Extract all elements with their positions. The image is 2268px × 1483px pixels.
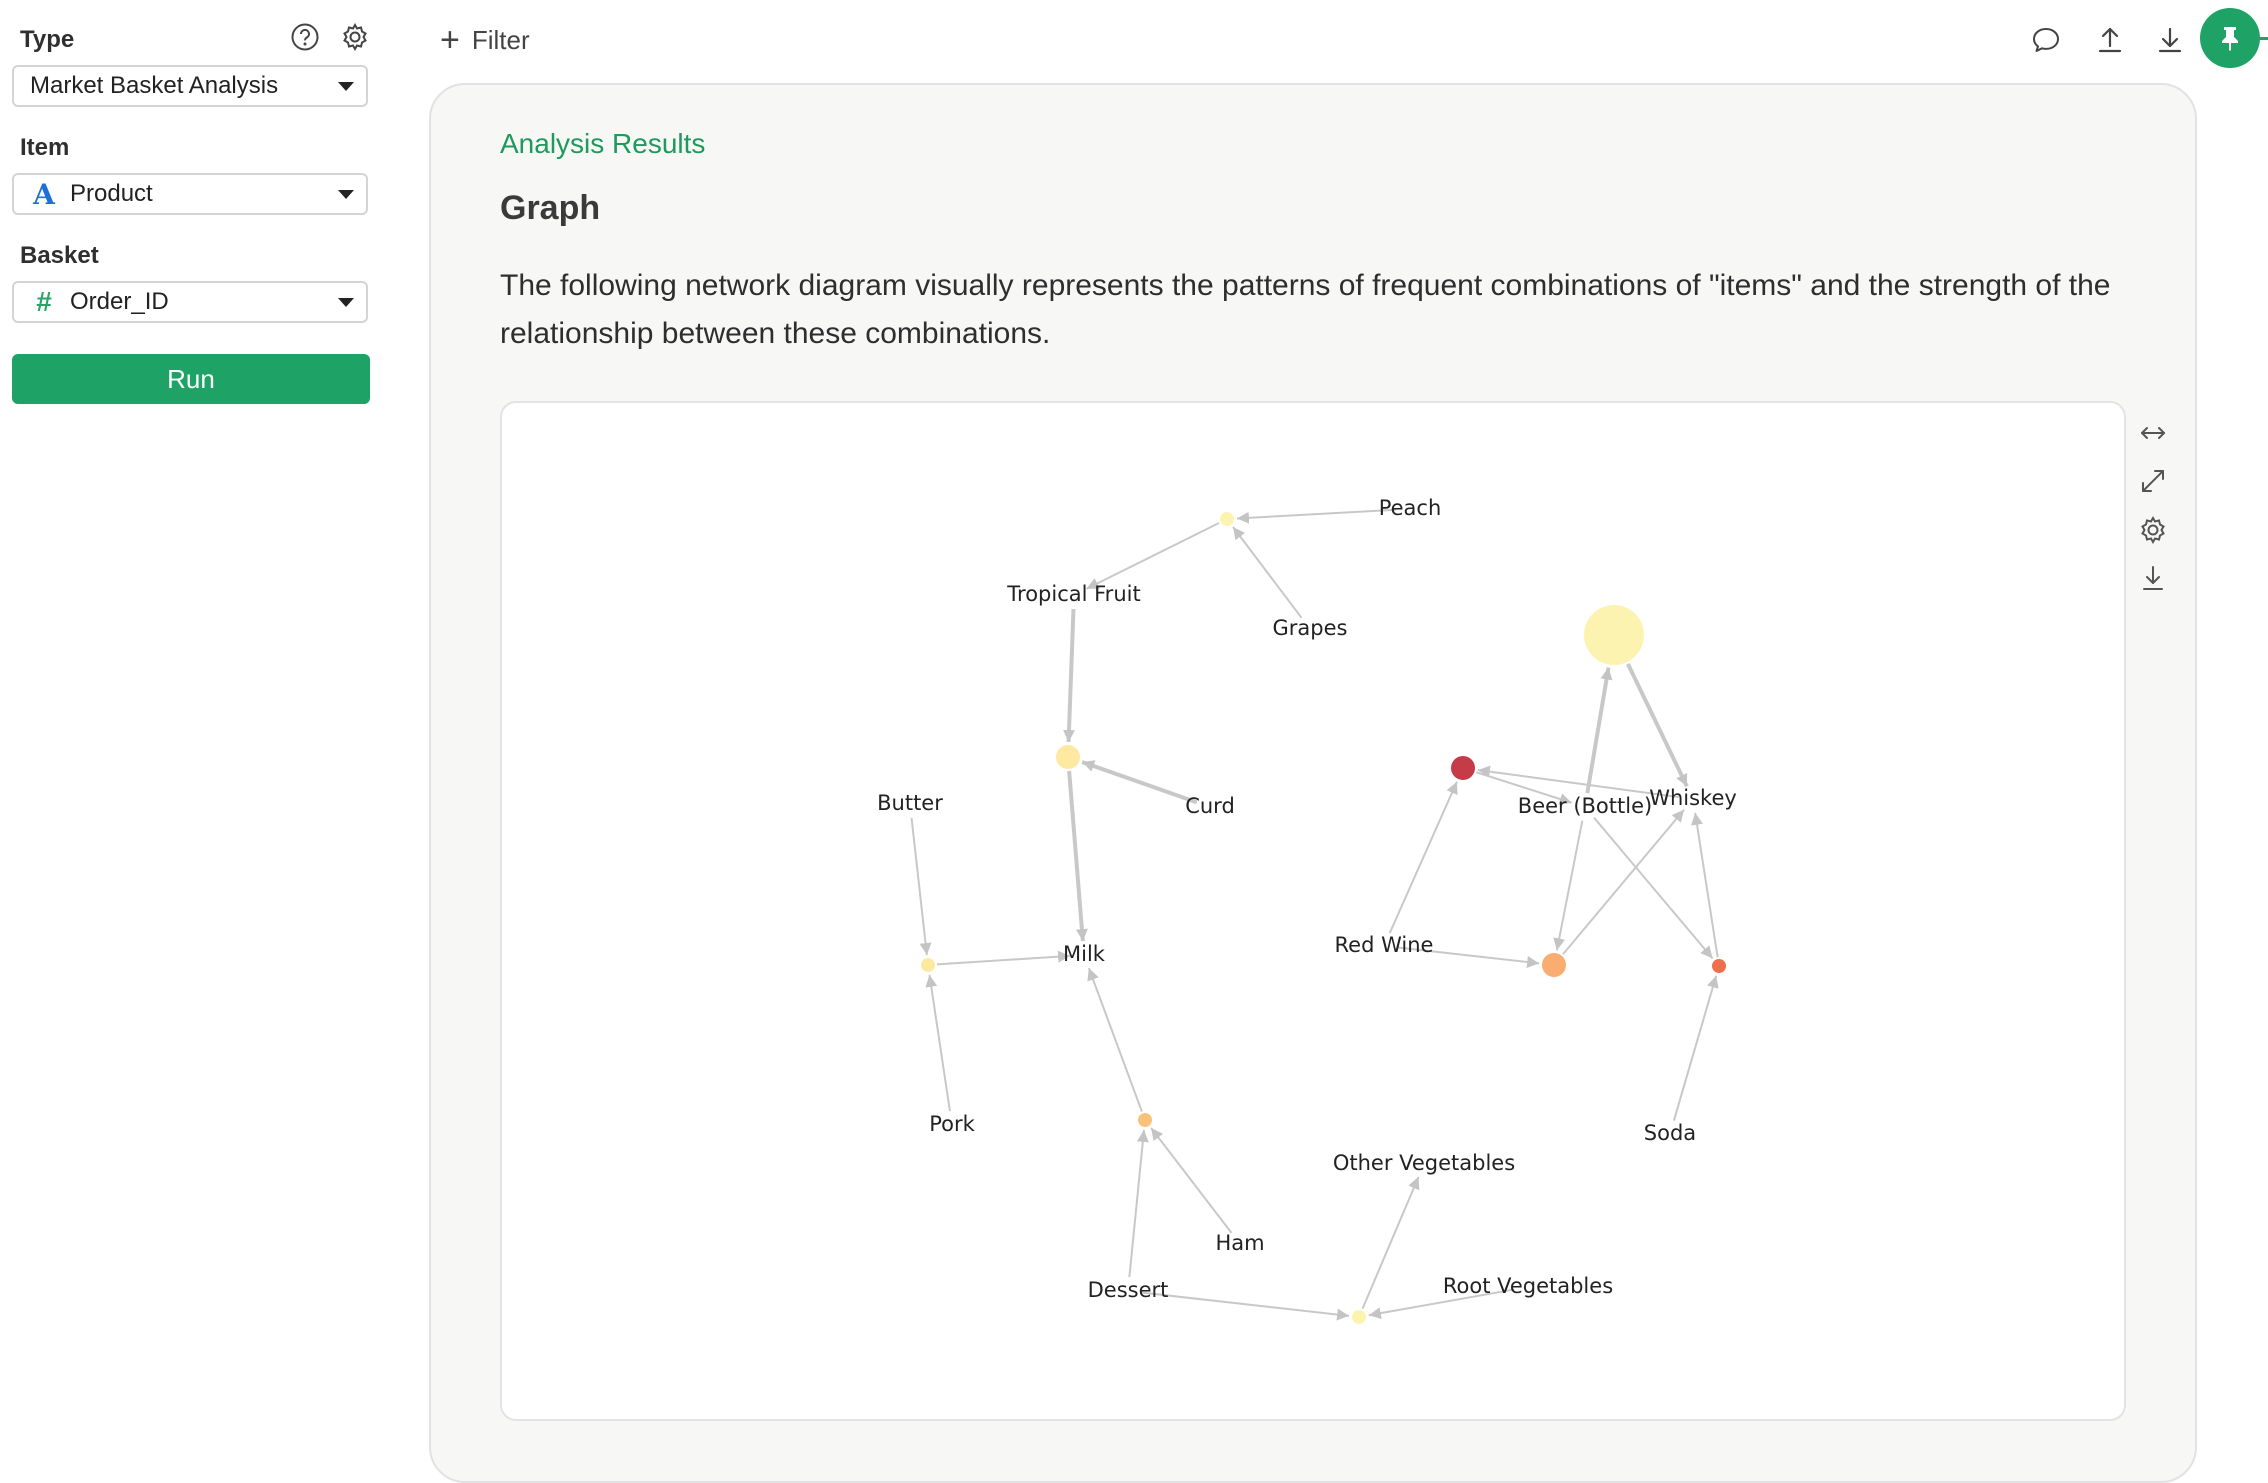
item-node-label[interactable]: Other Vegetables [1332,1151,1516,1175]
chevron-down-icon [338,190,354,199]
item-node-label[interactable]: Tropical Fruit [1007,582,1141,606]
graph-edge [1674,976,1716,1121]
graph-download-icon[interactable] [2136,561,2170,595]
rule-node[interactable] [1056,745,1080,769]
graph-description: The following network diagram visually represents the patterns of frequent combinations of "items" and the strength of the relationship between these combinations. [500,269,2111,350]
sidebar [0,0,392,1440]
rule-node[interactable] [1352,1310,1366,1324]
help-icon[interactable] [288,20,322,54]
item-node-label[interactable]: Dessert [1087,1278,1169,1302]
item-node-label[interactable]: Butter [877,791,943,815]
graph-edge [1237,510,1396,519]
basket-select[interactable] [12,281,368,323]
graph-edge [1082,762,1197,802]
type-label: Type [20,26,75,53]
graph-edge [1587,668,1608,794]
item-label: Item [20,134,70,161]
text-type-icon: A [33,177,55,211]
comment-icon[interactable] [2026,20,2066,60]
item-node-label[interactable]: Curd [1185,794,1235,818]
pin-button[interactable] [2200,8,2260,68]
pin-icon [2215,23,2245,53]
graph-edge [912,818,927,955]
number-type-icon: # [36,286,52,317]
analysis-results-title: Analysis Results [500,128,706,159]
item-node-label[interactable]: Peach [1378,496,1442,520]
graph-edge [1087,523,1219,589]
section-heading: Graph [500,189,601,227]
chevron-down-icon [338,82,354,91]
item-select-value: Product [70,180,153,207]
chevron-down-icon [338,298,354,307]
run-button[interactable]: Run [12,354,370,404]
graph-edge [1390,782,1457,933]
rule-node[interactable] [1451,756,1475,780]
graph-edge [1151,1128,1231,1233]
graph-edge [1129,1130,1144,1277]
fullscreen-icon[interactable] [2136,464,2170,498]
network-graph[interactable] [502,403,2128,1423]
item-node-label[interactable]: Pork [929,1112,975,1136]
item-node-label[interactable]: Beer (Bottle) [1517,794,1653,818]
item-node-label[interactable]: Root Vegetables [1442,1274,1614,1298]
graph-edge [1069,609,1074,742]
item-node-label[interactable]: Soda [1643,1121,1697,1145]
upload-icon[interactable] [2090,20,2130,60]
rule-node[interactable] [1138,1113,1152,1127]
graph-edge [1233,527,1302,618]
basket-select-value: Order_ID [70,288,169,315]
rule-node[interactable] [1712,959,1726,973]
type-select[interactable] [12,65,368,107]
plus-icon: + [440,21,460,59]
item-node-label[interactable]: Whiskey [1649,786,1737,810]
graph-edge [929,975,949,1111]
graph-edge [1628,664,1687,787]
basket-label: Basket [20,242,99,269]
item-node-label[interactable]: Ham [1215,1231,1265,1255]
item-node-label[interactable]: Milk [1063,942,1105,966]
rule-node[interactable] [1220,512,1234,526]
filter-button[interactable] [440,22,530,58]
pin-connector [2258,37,2268,40]
download-icon[interactable] [2150,20,2190,60]
expand-horizontal-icon[interactable] [2136,416,2170,450]
graph-edge [937,956,1070,965]
rule-node[interactable] [1584,605,1644,665]
settings-icon[interactable] [2136,513,2170,547]
filter-label: Filter [471,24,530,55]
graph-edge [1142,1293,1349,1316]
rule-node[interactable] [921,958,935,972]
graph-edge [1363,1177,1419,1309]
graph-edge [1594,818,1713,959]
graph-edge [1069,771,1083,941]
item-node-label[interactable]: Grapes [1272,616,1348,640]
graph-edge [1557,821,1582,951]
graph-edge [1695,813,1717,957]
graph-edge [1089,968,1142,1111]
gear-icon[interactable] [338,20,372,54]
type-select-value: Market Basket Analysis [30,72,279,99]
item-select[interactable] [12,173,368,215]
network-graph-container[interactable] [500,401,2126,1421]
item-node-label[interactable]: Red Wine [1334,933,1434,957]
rule-node[interactable] [1542,953,1566,977]
